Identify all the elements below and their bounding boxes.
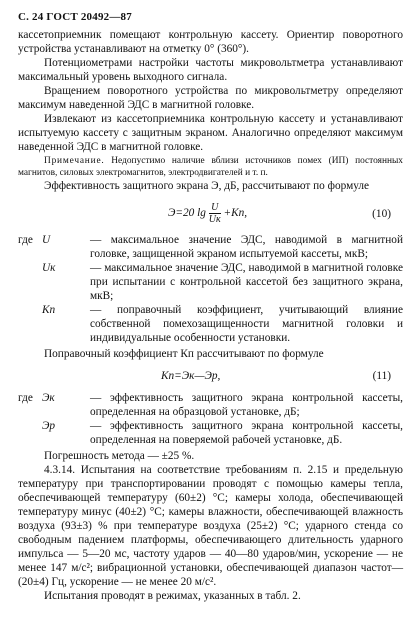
- definition-text: — эффективность защитного экрана контрольной кассеты, определенная на поверяемой рабочей установке, дБ.: [90, 420, 403, 446]
- definition-text: — поправочный коэффициент, учитывающий влияние собственной помехозащищенности магнитной головки и индивидуальные особенности установки.: [90, 304, 403, 344]
- definition-symbol: U: [42, 234, 51, 246]
- definition-item: [18, 261, 403, 303]
- note-label: Примечание.: [44, 156, 105, 166]
- definition-item: [18, 303, 403, 345]
- formula-10-rhs: +Кп,: [223, 207, 248, 219]
- formula-10-number: (10): [372, 208, 391, 220]
- note-text: Недопустимо наличие вблизи источников помех (ИП) постоянных магнитов, силовых электромагнитов, электродвигателей и т. п.: [18, 156, 403, 178]
- definition-text: — максимальное значение ЭДС, наводимой в магнитной головке, защищенной экраном испытуемой кассеты, мкВ;: [90, 234, 403, 260]
- definition-symbol: Кп: [42, 304, 56, 316]
- page-header: С. 24 ГОСТ 20492—87: [18, 11, 132, 23]
- definitions-11: [18, 391, 403, 447]
- paragraph-4: Извлекают из кассетоприемника контрольную кассету и устанавливают испытуемую кассету с защитным экраном. Аналогично определяют максимум наведенной ЭДС в магнитной головке.: [18, 113, 403, 153]
- paragraph-5: Эффективность защитного экрана Э, дБ, рассчитывают по формуле: [44, 180, 370, 192]
- paragraph-1: кассетоприемник помещают контрольную кассету. Ориентир поворотного устройства устанавливают на отметку 0° (360°).: [18, 29, 403, 55]
- paragraph-6: Поправочный коэффициент Кп рассчитывают по формуле: [44, 348, 324, 360]
- formula-10: [18, 196, 403, 230]
- formula-10-fraction: [209, 202, 221, 225]
- definition-symbol: Uк: [42, 262, 56, 274]
- note: [18, 155, 403, 179]
- paragraph-8: 4.3.14. Испытания на соответствие требованиям п. 2.15 и предельную температуру при транспортировании проводят с помощью камеры тепла, обеспечивающей температуру (60±2) °С; камеры холода, обеспечивающей температуру минус (40±2) °С; камеры влажности, обеспечивающей влажность воздуха (93±3) % при температуре воздуха (25±2) °С; ударного стенда со свободным падением платформы, обеспечивающего длительность ударного импульса — 5—20 мс, частоту ударов — 40—80 ударов/мин, ускорение — не менее 147 м/с²; вибрационной установки, обеспечивающей диапазон частот—(20±4) Гц, ускорение — не менее 20 м/с².: [18, 464, 403, 588]
- formula-10-numerator: U: [209, 202, 221, 214]
- definition-text: — эффективность защитного экрана контрольной кассеты, определенная на образцовой установке, дБ;: [90, 392, 403, 418]
- formula-11-body: Кп=Эк—Эр,: [161, 370, 221, 382]
- definition-prefix: где: [18, 234, 33, 246]
- definitions-10: [18, 233, 403, 345]
- definition-symbol: Эр: [42, 420, 56, 432]
- definition-item: [18, 419, 403, 447]
- definition-text: — максимальное значение ЭДС, наводимой в магнитной головке при испытании с контрольной кассетой без защитного экрана, мкВ;: [90, 262, 403, 302]
- formula-11: [18, 365, 403, 387]
- paragraph-2: Потенциометрами настройки частоты микровольтметра устанавливают максимальный уровень выходного сигнала.: [18, 57, 403, 83]
- paragraph-9: Испытания проводят в режимах, указанных в табл. 2.: [44, 590, 301, 602]
- formula-11-number: (11): [372, 370, 391, 382]
- definition-symbol: Эк: [42, 392, 55, 404]
- definition-prefix: где: [18, 392, 33, 404]
- definition-item: [18, 391, 403, 419]
- paragraph-3: Вращением поворотного устройства по микровольтметру определяют максимум наведенной ЭДС в магнитной головке.: [18, 85, 403, 111]
- formula-10-lhs: Э=20 lg: [168, 207, 209, 219]
- paragraph-7: Погрешность метода — ±25 %.: [44, 450, 195, 462]
- definition-item: [18, 233, 403, 261]
- formula-10-denominator: Uк: [208, 213, 221, 225]
